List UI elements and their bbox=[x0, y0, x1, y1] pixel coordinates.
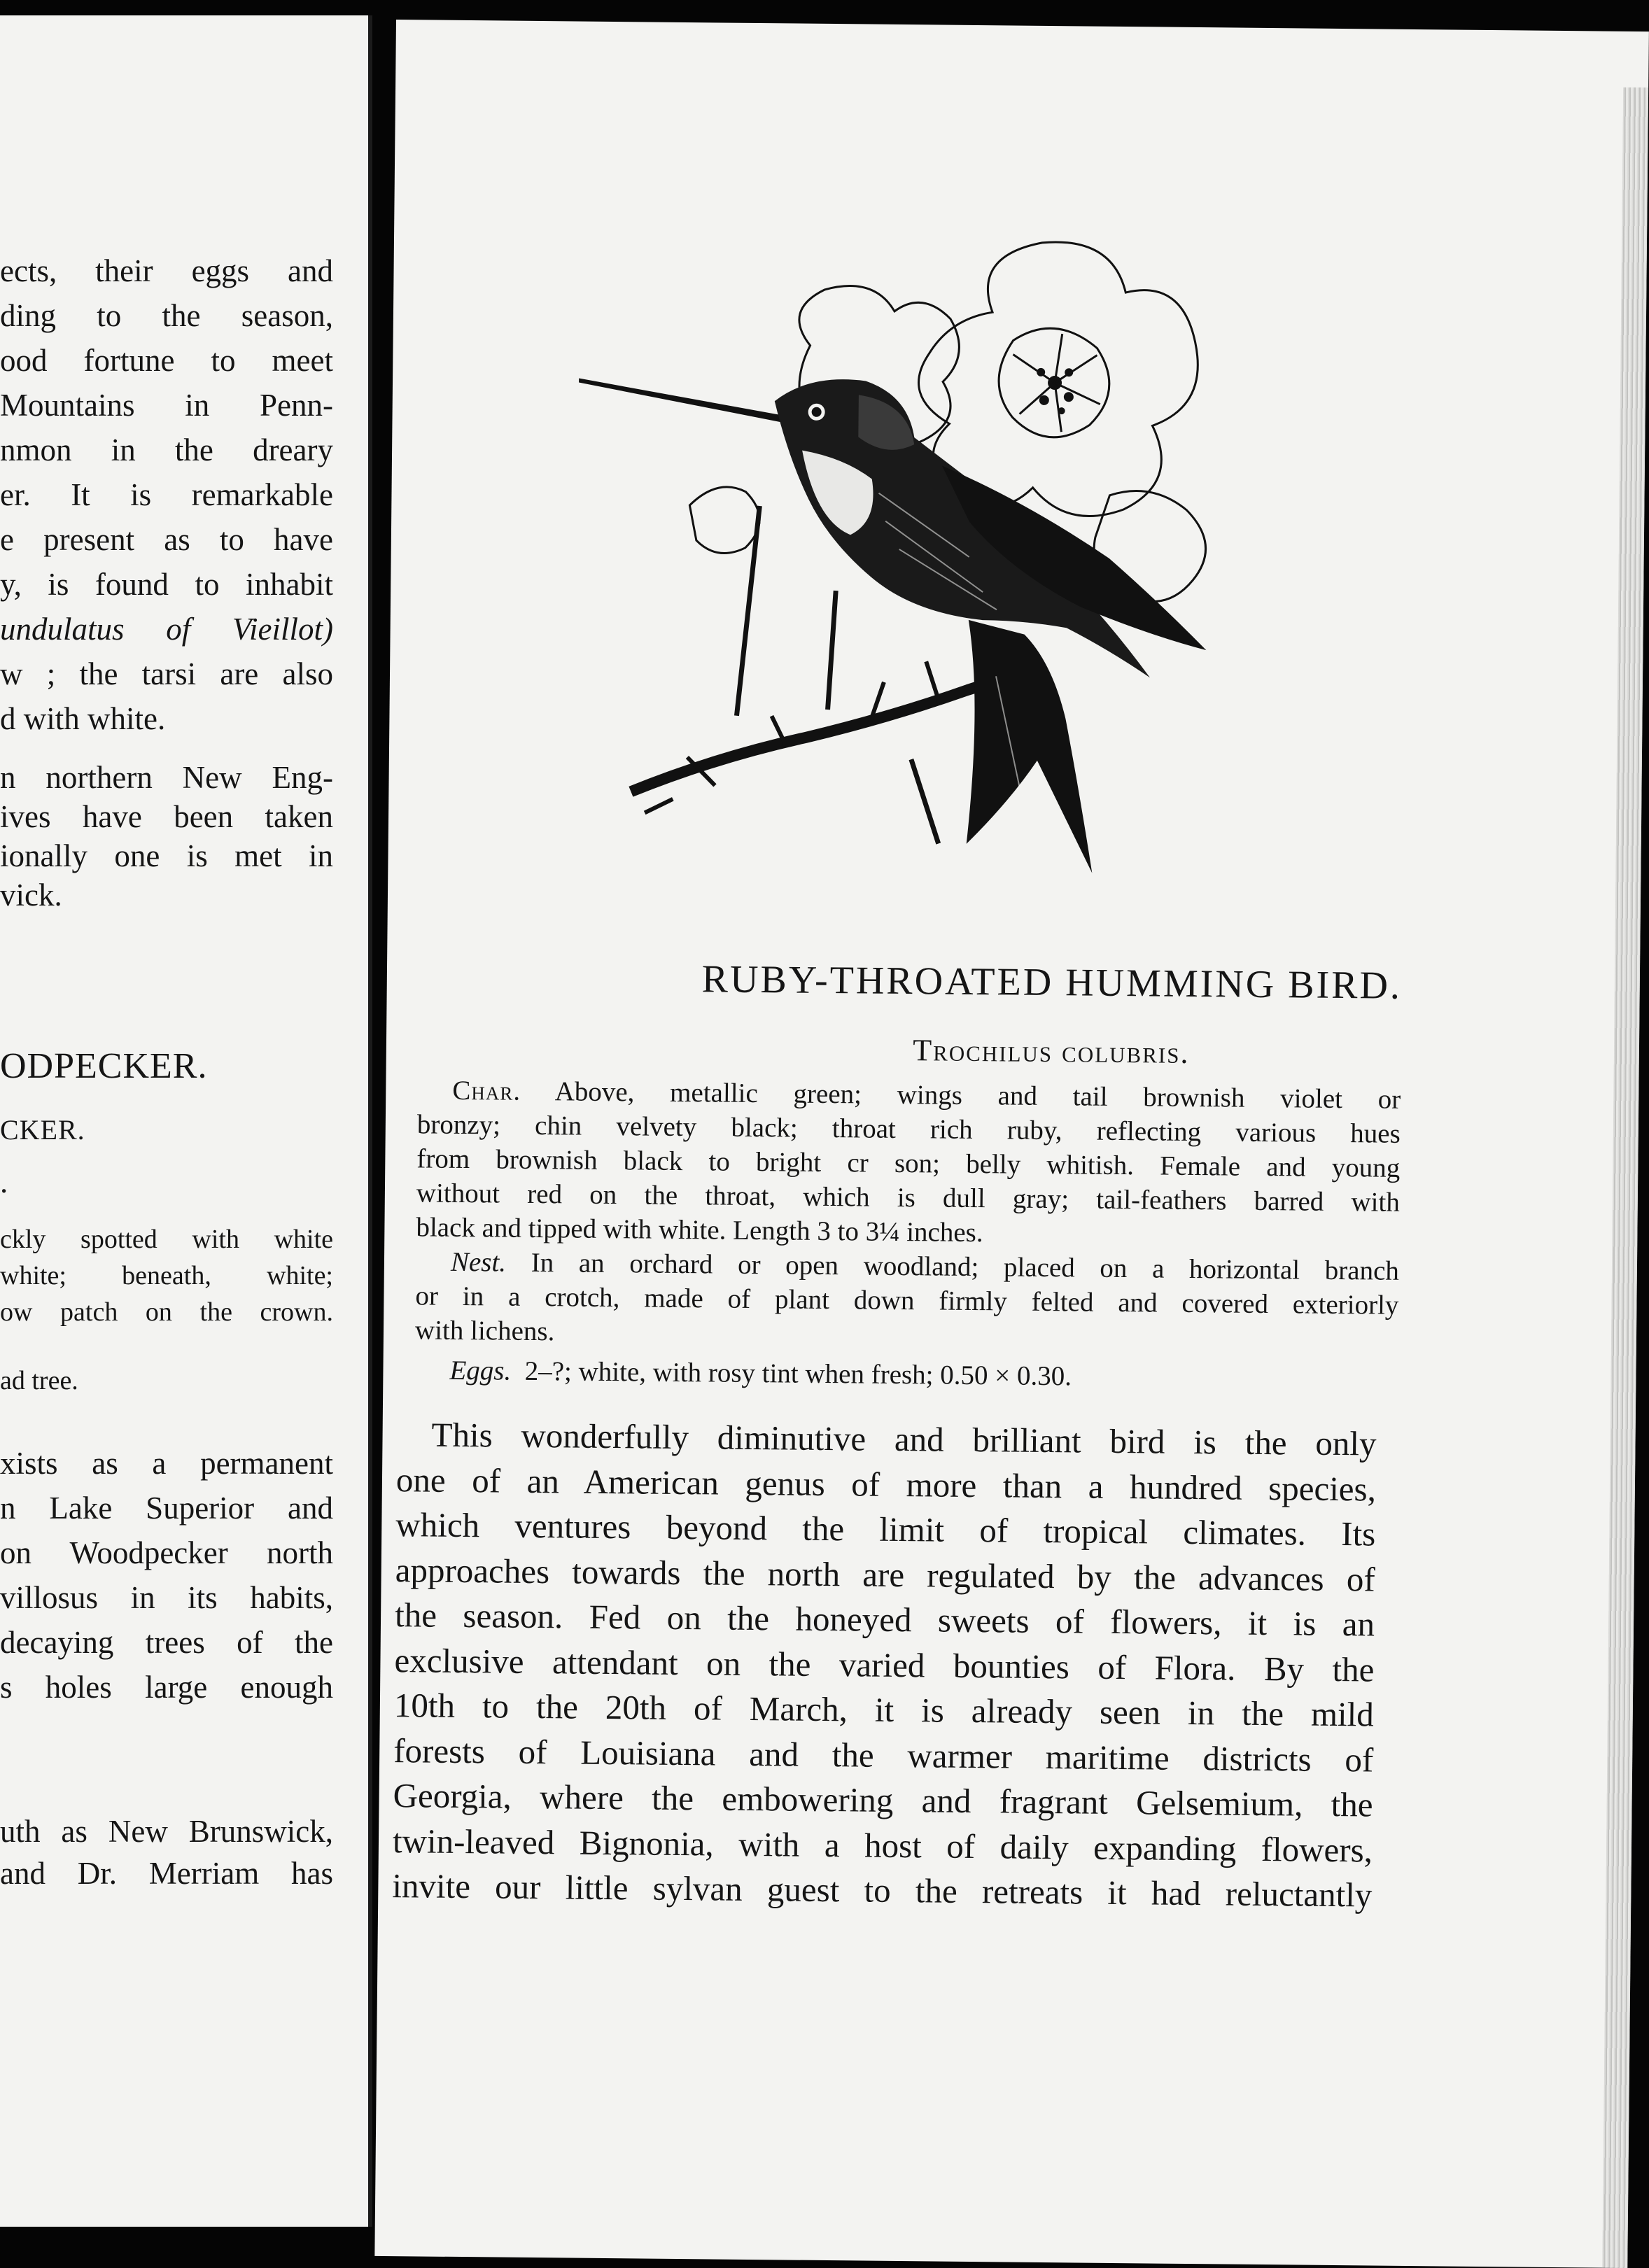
left-dot: . bbox=[0, 1164, 8, 1199]
body-line: the season. Fed on the honeyed sweets of flowers, it is an bbox=[394, 1596, 1375, 1644]
nest-line: or in a crotch, made of plant down firmly felted and covered exteriorly bbox=[415, 1281, 1399, 1320]
left-p1-line: Mountains in Penn- bbox=[0, 388, 333, 423]
nest-label: Nest. bbox=[450, 1246, 507, 1278]
char-line: without red on the throat, which is dull gray; tail-feathers barred with bbox=[416, 1178, 1401, 1218]
left-p3-line: decaying trees of the bbox=[0, 1625, 333, 1660]
body-line: approaches towards the north are regulated by the advances of bbox=[395, 1550, 1375, 1599]
body-text bbox=[392, 1412, 1377, 1918]
page-title: RUBY-THROATED HUMMING BIRD. bbox=[701, 957, 1403, 1008]
left-char-line: ow patch on the crown. bbox=[0, 1297, 333, 1327]
left-char-line: ckly spotted with white bbox=[0, 1225, 333, 1254]
body-line: This wonderfully diminutive and brilliant bird is the only bbox=[431, 1415, 1377, 1463]
left-char-line: white; beneath, white; bbox=[0, 1261, 333, 1290]
left-p3-line: s holes large enough bbox=[0, 1670, 333, 1705]
left-page bbox=[0, 15, 372, 2227]
eggs-text: 2–?; white, with rosy tint when fresh; 0.50 × 0.30. bbox=[524, 1355, 1072, 1392]
body-line: twin-leaved Bignonia, with a host of daily expanding flowers, bbox=[392, 1821, 1373, 1870]
body-line: which ventures beyond the limit of tropical climates. Its bbox=[395, 1505, 1376, 1554]
left-p1-line: ood fortune to meet bbox=[0, 343, 333, 378]
left-p3-line: on Woodpecker north bbox=[0, 1535, 333, 1570]
body-line: one of an American genus of more than a hundred species, bbox=[395, 1460, 1377, 1509]
body-line: 10th to the 20th of March, it is already seen in the mild bbox=[393, 1686, 1375, 1734]
left-p1-line: ects, their eggs and bbox=[0, 253, 333, 288]
char-label: Char. bbox=[452, 1075, 521, 1106]
body-line: Georgia, where the embowering and fragrant Gelsemium, the bbox=[393, 1776, 1373, 1824]
left-p1-line: nmon in the dreary bbox=[0, 432, 333, 467]
left-p1-line: er. It is remarkable bbox=[0, 477, 333, 512]
left-p1-line: undulatus of Vieillot) bbox=[0, 612, 333, 647]
nest-line: with lichens. bbox=[414, 1315, 555, 1347]
left-heading: ODPECKER. bbox=[0, 1046, 208, 1086]
left-p4-line: uth as New Brunswick, bbox=[0, 1814, 333, 1849]
left-p2-line: n northern New Eng- bbox=[0, 760, 333, 795]
char-line: from brownish black to bright cr son; belly whitish. Female and young bbox=[416, 1143, 1401, 1183]
left-p1-line: d with white. bbox=[0, 701, 166, 736]
left-p1-line: ding to the season, bbox=[0, 298, 333, 333]
hummingbird-illustration bbox=[574, 225, 1308, 924]
left-p3-line: xists as a permanent bbox=[0, 1446, 333, 1481]
body-line: forests of Louisiana and the warmer maritime districts of bbox=[393, 1731, 1374, 1780]
left-p2-line: ionally one is met in bbox=[0, 838, 333, 873]
right-page bbox=[374, 20, 1649, 2268]
body-line: invite our little sylvan guest to the retreats it had reluctantly bbox=[392, 1866, 1373, 1915]
char-line: black and tipped with white. Length 3 to 3¼ inches. bbox=[416, 1212, 983, 1248]
left-nest-line: ad tree. bbox=[0, 1366, 78, 1395]
eggs-line bbox=[414, 1353, 1398, 1396]
body-line: exclusive attendant on the varied bounties of Flora. By the bbox=[394, 1640, 1375, 1689]
page-edges bbox=[1602, 87, 1648, 2268]
species-description bbox=[414, 1073, 1401, 1396]
left-p4-line: and Dr. Merriam has bbox=[0, 1856, 333, 1891]
left-p1-line: e present as to have bbox=[0, 522, 333, 557]
nest-text: In an orchard or open woodland; placed on a horizontal branch bbox=[531, 1247, 1400, 1286]
left-p2-line: vick. bbox=[0, 878, 62, 913]
left-p1-line: y, is found to inhabit bbox=[0, 567, 333, 602]
left-p3-line: villosus in its habits, bbox=[0, 1580, 333, 1615]
left-p2-line: ives have been taken bbox=[0, 799, 333, 834]
left-subheading: CKER. bbox=[0, 1114, 85, 1146]
eggs-label: Eggs. bbox=[449, 1355, 512, 1386]
latin-name: Trochilus colubris. bbox=[913, 1033, 1190, 1070]
char-text: Above, metallic green; wings and tail brownish violet or bbox=[554, 1076, 1401, 1115]
left-p1-line: w ; the tarsi are also bbox=[0, 656, 333, 691]
char-line: bronzy; chin velvety black; throat rich ruby, reflecting various hues bbox=[416, 1109, 1401, 1149]
left-p3-line: n Lake Superior and bbox=[0, 1491, 333, 1526]
